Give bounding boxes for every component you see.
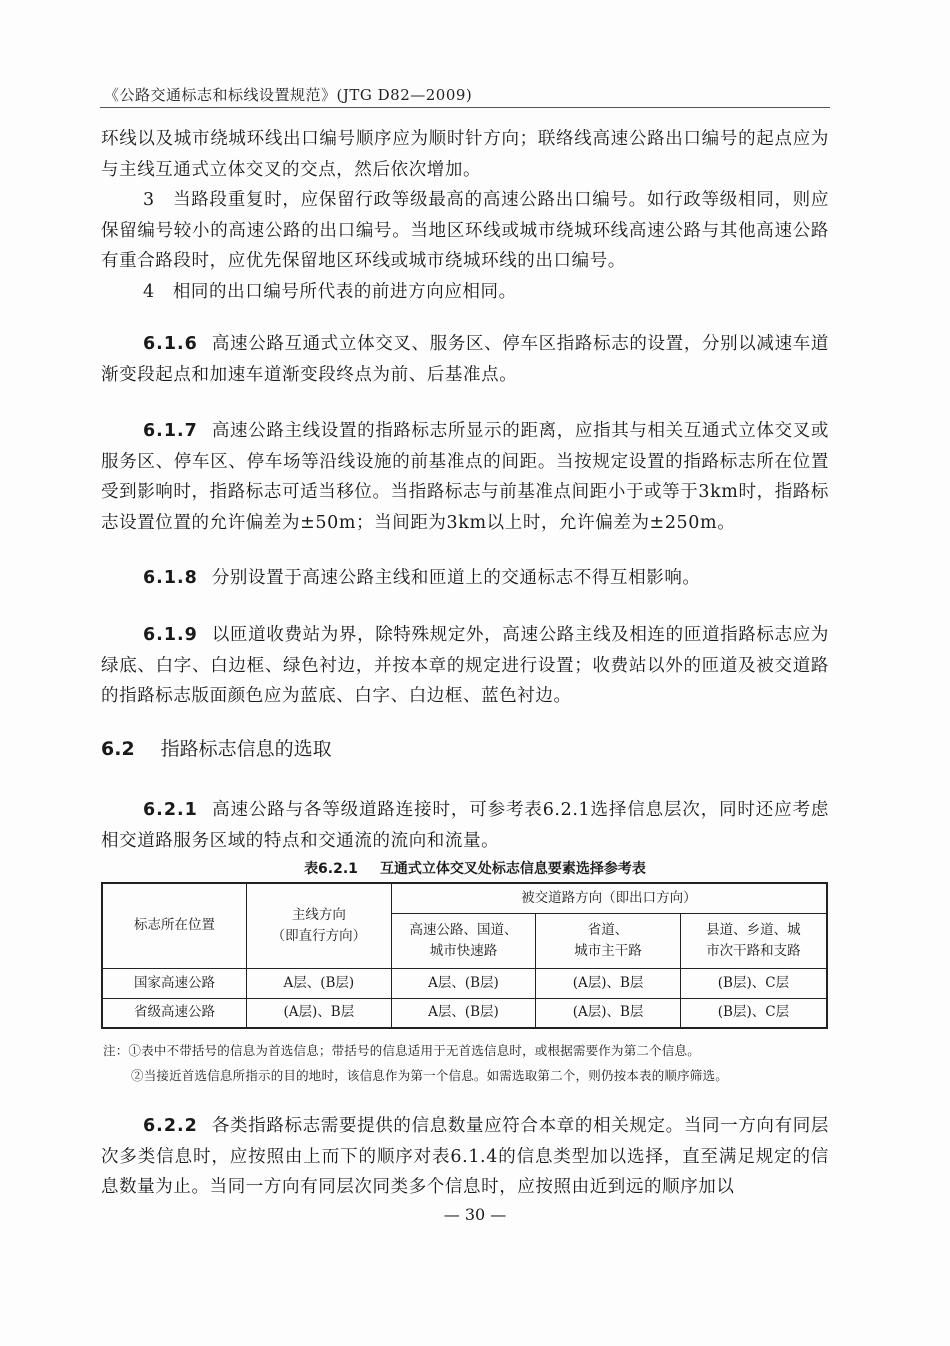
header-col1-line1: 高速公路、国道、 [409,921,518,938]
clause-text: 高速公路主线设置的指路标志所显示的距离，应指其与相关互通式立体交叉或服务区、停车区、停车场等沿线设施的前基准点的间距。当按规定设置的指路标志所在位置受到影响时，指路标志可适当移位。当指路标志与前基准点间距小于或等于3km时，指路标志设置位置的允许偏差为±50m；当间距为3km以上时，允许偏差为±250m。 [101,421,829,533]
clause-6-2-1 [101,795,829,856]
table-caption [0,858,950,878]
clause-number: 6.2.2 [143,1116,198,1136]
clause-number: 6.1.8 [143,568,198,588]
clause-text: 高速公路与各等级道路连接时，可参考表6.2.1选择信息层次，同时还应考虑相交道路服务区域的特点和交通流的流向和流量。 [101,800,829,851]
clause-6-1-8 [101,563,829,594]
table-cell: (B层)、C层 [680,968,827,998]
clause-6-2-2 [101,1111,829,1203]
header-col1-line2: 城市快速路 [429,942,498,959]
clause-number: 6.1.7 [143,421,198,441]
section-title: 指路标志信息的选取 [160,738,332,760]
clause-number: 6.1.6 [143,334,198,354]
clause-number: 6.1.9 [143,625,198,645]
clause-text: 以匝道收费站为界，除特殊规定外，高速公路主线及相连的匝道指路标志应为绿底、白字、白边框、绿色衬边，并按本章的规定进行设置；收费站以外的匝道及被交道路的指路标志版面颜色应为蓝底、白字、白边框、蓝色衬边。 [101,625,829,706]
clause-text: 高速公路互通式立体交叉、服务区、停车区指路标志的设置，分别以减速车道渐变段起点和加速车道渐变段终点为前、后基准点。 [101,334,829,385]
header-main-line2: （即直行方向） [271,927,367,944]
table-cell: A层、(B层) [391,998,536,1028]
section-heading [101,734,332,761]
clause-number: 6.2.1 [143,800,198,820]
header-col2-line1: 省道、 [587,921,629,938]
header-col2-line2: 城市主干路 [574,942,642,959]
table-note-2: ②当接近首选信息所指示的目的地时，该信息作为第一个信息。如需选取第二个，则仍按本表的顺序筛选。 [131,1068,728,1083]
table-cell: (A层)、B层 [536,998,681,1028]
item-3: 3 当路段重复时，应保留行政等级最高的高速公路出口编号。如行政等级相同，则应保留编号较小的高速公路的出口编号。当地区环线或城市绕城环线高速公路与其他高速公路有重合路段时，应优先保留地区环线或城市绕城环线的出口编号。 [101,190,829,271]
table-cell: (A层)、B层 [536,968,681,998]
clause-text: 分别设置于高速公路主线和匝道上的交通标志不得互相影响。 [211,568,701,588]
table-number: 表6.2.1 [304,861,358,877]
header-col-provincial [536,913,681,968]
table-note-1: 注：①表中不带括号的信息为首选信息；带括号的信息适用于无首选信息时，或根据需要作为第二个信息。 [103,1043,700,1058]
clause-6-1-6 [101,329,829,390]
section-number: 6.2 [101,738,135,760]
header-main-direction [247,883,392,968]
running-header: 《公路交通标志和标线设置规范》(JTG D82—2009) [104,86,473,104]
table-row [102,998,827,1028]
header-col3-line1: 县道、乡道、城 [706,921,801,938]
table-cell: 国家高速公路 [102,968,247,998]
table-cell: A层、(B层) [391,968,536,998]
header-col-county [680,913,827,968]
page-number: — 30 — [443,1205,507,1224]
clause-6-1-9 [101,620,829,712]
table-row [102,968,827,998]
header-col-expressway [391,913,536,968]
table-cell: 省级高速公路 [102,998,247,1028]
reference-table [101,882,828,1029]
header-main-line1: 主线方向 [291,906,346,923]
text-block-top [101,124,829,307]
table-title: 互通式立体交叉处标志信息要素选择参考表 [379,861,646,877]
table-cell: A层、(B层) [247,968,392,998]
header-rule [100,107,830,108]
header-location: 标志所在位置 [102,883,247,968]
item-4: 4 相同的出口编号所代表的前进方向应相同。 [143,281,517,302]
clause-text: 各类指路标志需要提供的信息数量应符合本章的相关规定。当同一方向有同层次多类信息时，应按照由上而下的顺序对表6.1.4的信息类型加以选择，直至满足规定的信息数量为止。当同一方向有同层次同类多个信息时，应按照由近到远的顺序加以 [101,1116,829,1197]
table-cell: (B层)、C层 [680,998,827,1028]
table-cell: (A层)、B层 [247,998,392,1028]
header-crossing-direction: 被交道路方向（即出口方向） [391,883,827,913]
clause-6-1-7 [101,416,829,538]
paragraph-continued: 环线以及城市绕城环线出口编号顺序应为顺时针方向；联络线高速公路出口编号的起点应为与主线互通式立体交叉的交点，然后依次增加。 [101,129,829,180]
header-col3-line2: 市次干路和支路 [706,942,801,959]
